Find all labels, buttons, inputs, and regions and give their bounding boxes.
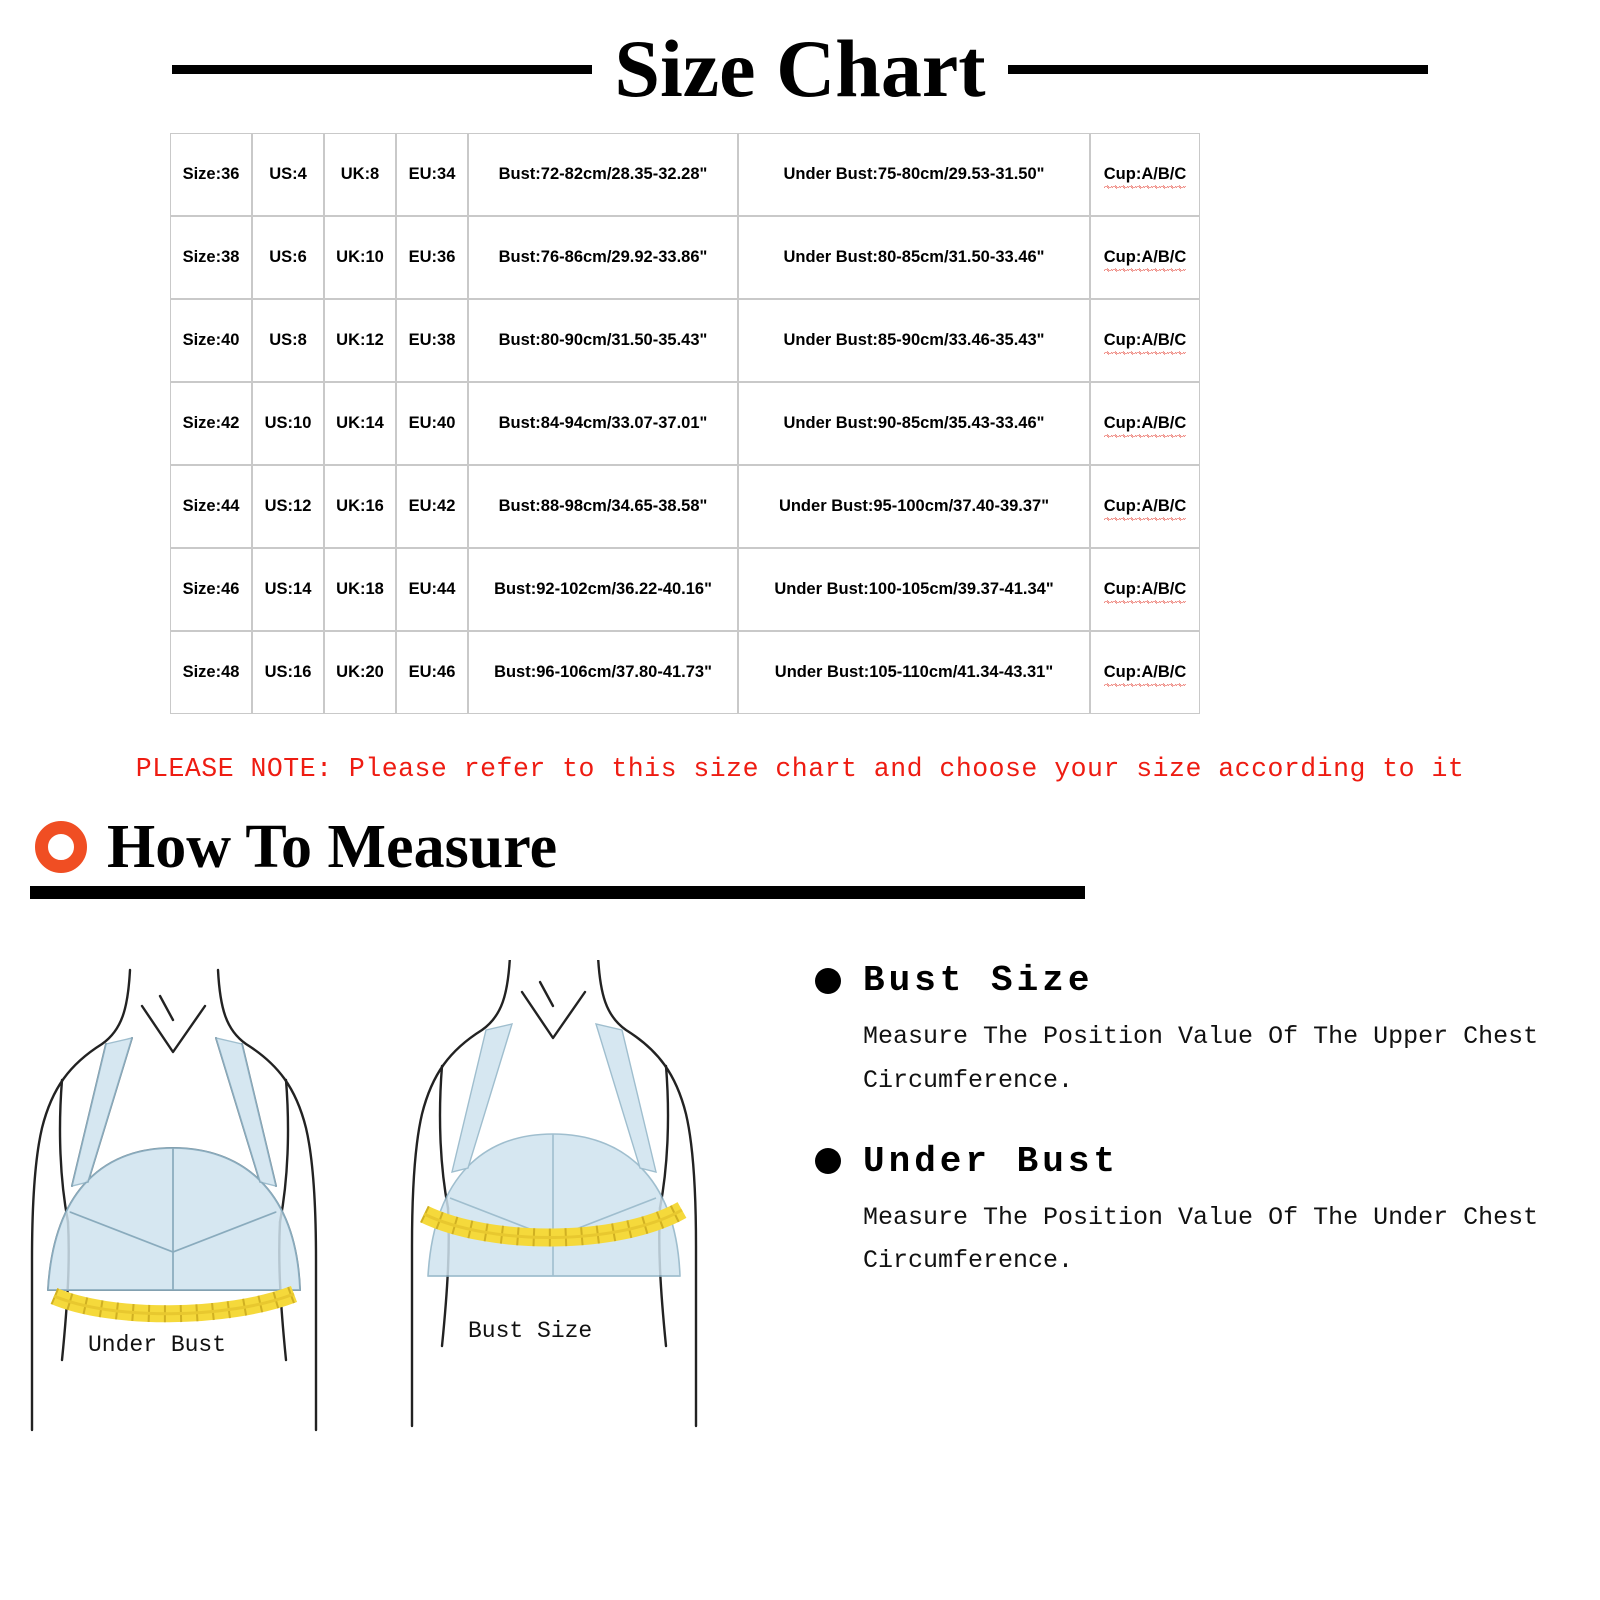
cell-size: Size:36	[170, 133, 252, 216]
cell-uk: UK:18	[324, 548, 396, 631]
measure-illustration	[10, 960, 800, 1460]
title-rule-right	[1008, 65, 1428, 74]
cell-under-bust: Under Bust:95-100cm/37.40-39.37"	[738, 465, 1090, 548]
cell-size: Size:44	[170, 465, 252, 548]
cell-uk: UK:8	[324, 133, 396, 216]
cell-eu: EU:34	[396, 133, 468, 216]
cell-uk: UK:12	[324, 299, 396, 382]
info-title-under-bust: Under Bust	[863, 1140, 1120, 1182]
info-body-under-bust: Measure The Position Value Of The Under Chest Circumference.	[863, 1202, 1539, 1276]
cell-cup	[1090, 382, 1200, 465]
title-rule-left	[172, 65, 592, 74]
cell-eu: EU:38	[396, 299, 468, 382]
cell-us: US:12	[252, 465, 324, 548]
ring-icon	[35, 821, 87, 873]
please-note-text: PLEASE NOTE: Please refer to this size chart and choose your size according to it	[135, 754, 1465, 784]
table-row	[170, 216, 1200, 299]
cell-cup-text: Cup:A/B/C	[1103, 165, 1187, 183]
cell-us: US:10	[252, 382, 324, 465]
cell-bust: Bust:84-94cm/33.07-37.01"	[468, 382, 738, 465]
cell-eu: EU:46	[396, 631, 468, 714]
cell-under-bust: Under Bust:90-85cm/35.43-33.46"	[738, 382, 1090, 465]
cell-size: Size:48	[170, 631, 252, 714]
cell-bust: Bust:76-86cm/29.92-33.86"	[468, 216, 738, 299]
cell-cup-text: Cup:A/B/C	[1103, 331, 1187, 349]
how-to-measure-rule	[30, 886, 1085, 899]
cell-under-bust: Under Bust:100-105cm/39.37-41.34"	[738, 548, 1090, 631]
cell-us: US:16	[252, 631, 324, 714]
bullet-icon	[815, 1148, 841, 1174]
torso-diagram-svg	[10, 960, 800, 1460]
cell-us: US:4	[252, 133, 324, 216]
cell-cup	[1090, 216, 1200, 299]
table-row	[170, 133, 1200, 216]
cell-under-bust: Under Bust:80-85cm/31.50-33.46"	[738, 216, 1090, 299]
cell-size: Size:42	[170, 382, 252, 465]
bullet-icon	[815, 968, 841, 994]
cell-eu: EU:36	[396, 216, 468, 299]
cell-bust: Bust:96-106cm/37.80-41.73"	[468, 631, 738, 714]
cell-under-bust: Under Bust:105-110cm/41.34-43.31"	[738, 631, 1090, 714]
cell-cup	[1090, 465, 1200, 548]
cell-cup-text: Cup:A/B/C	[1103, 580, 1187, 598]
cell-cup-text: Cup:A/B/C	[1103, 497, 1187, 515]
info-block-under-bust	[815, 1141, 1575, 1284]
cell-cup	[1090, 548, 1200, 631]
cell-uk: UK:14	[324, 382, 396, 465]
cell-uk: UK:20	[324, 631, 396, 714]
cell-under-bust: Under Bust:75-80cm/29.53-31.50"	[738, 133, 1090, 216]
tape-measure-left	[54, 1294, 294, 1314]
cell-us: US:14	[252, 548, 324, 631]
cell-cup-text: Cup:A/B/C	[1103, 663, 1187, 681]
table-row	[170, 631, 1200, 714]
page-title: Size Chart	[614, 23, 986, 114]
cell-cup-text: Cup:A/B/C	[1103, 248, 1187, 266]
how-to-measure-heading	[35, 812, 557, 882]
cell-eu: EU:42	[396, 465, 468, 548]
table-row	[170, 548, 1200, 631]
cell-cup	[1090, 299, 1200, 382]
measure-info	[815, 960, 1575, 1321]
how-to-measure-title: How To Measure	[107, 813, 558, 881]
cell-eu: EU:40	[396, 382, 468, 465]
cell-size: Size:46	[170, 548, 252, 631]
info-head-bust	[815, 960, 1575, 1001]
size-table-wrap	[170, 133, 1200, 714]
info-body-bust: Measure The Position Value Of The Upper Chest Circumference.	[863, 1022, 1539, 1095]
cell-eu: EU:44	[396, 548, 468, 631]
cell-bust: Bust:72-82cm/28.35-32.28"	[468, 133, 738, 216]
info-title-bust: Bust Size	[863, 960, 1094, 1001]
cell-cup	[1090, 631, 1200, 714]
cell-us: US:6	[252, 216, 324, 299]
cell-bust: Bust:92-102cm/36.22-40.16"	[468, 548, 738, 631]
cell-cup-text: Cup:A/B/C	[1103, 414, 1187, 432]
cell-under-bust: Under Bust:85-90cm/33.46-35.43"	[738, 299, 1090, 382]
cell-size: Size:38	[170, 216, 252, 299]
info-block-bust	[815, 960, 1575, 1103]
page-title-row	[0, 14, 1600, 124]
cell-bust: Bust:80-90cm/31.50-35.43"	[468, 299, 738, 382]
cell-uk: UK:16	[324, 465, 396, 548]
caption-under-bust: Under Bust	[88, 1332, 227, 1358]
cell-bust: Bust:88-98cm/34.65-38.58"	[468, 465, 738, 548]
caption-bust-size: Bust Size	[468, 1318, 593, 1344]
size-table	[170, 133, 1200, 714]
cell-cup	[1090, 133, 1200, 216]
table-row	[170, 299, 1200, 382]
cell-us: US:8	[252, 299, 324, 382]
cell-size: Size:40	[170, 299, 252, 382]
table-row	[170, 382, 1200, 465]
table-row	[170, 465, 1200, 548]
cell-uk: UK:10	[324, 216, 396, 299]
info-head-under-bust	[815, 1141, 1575, 1182]
